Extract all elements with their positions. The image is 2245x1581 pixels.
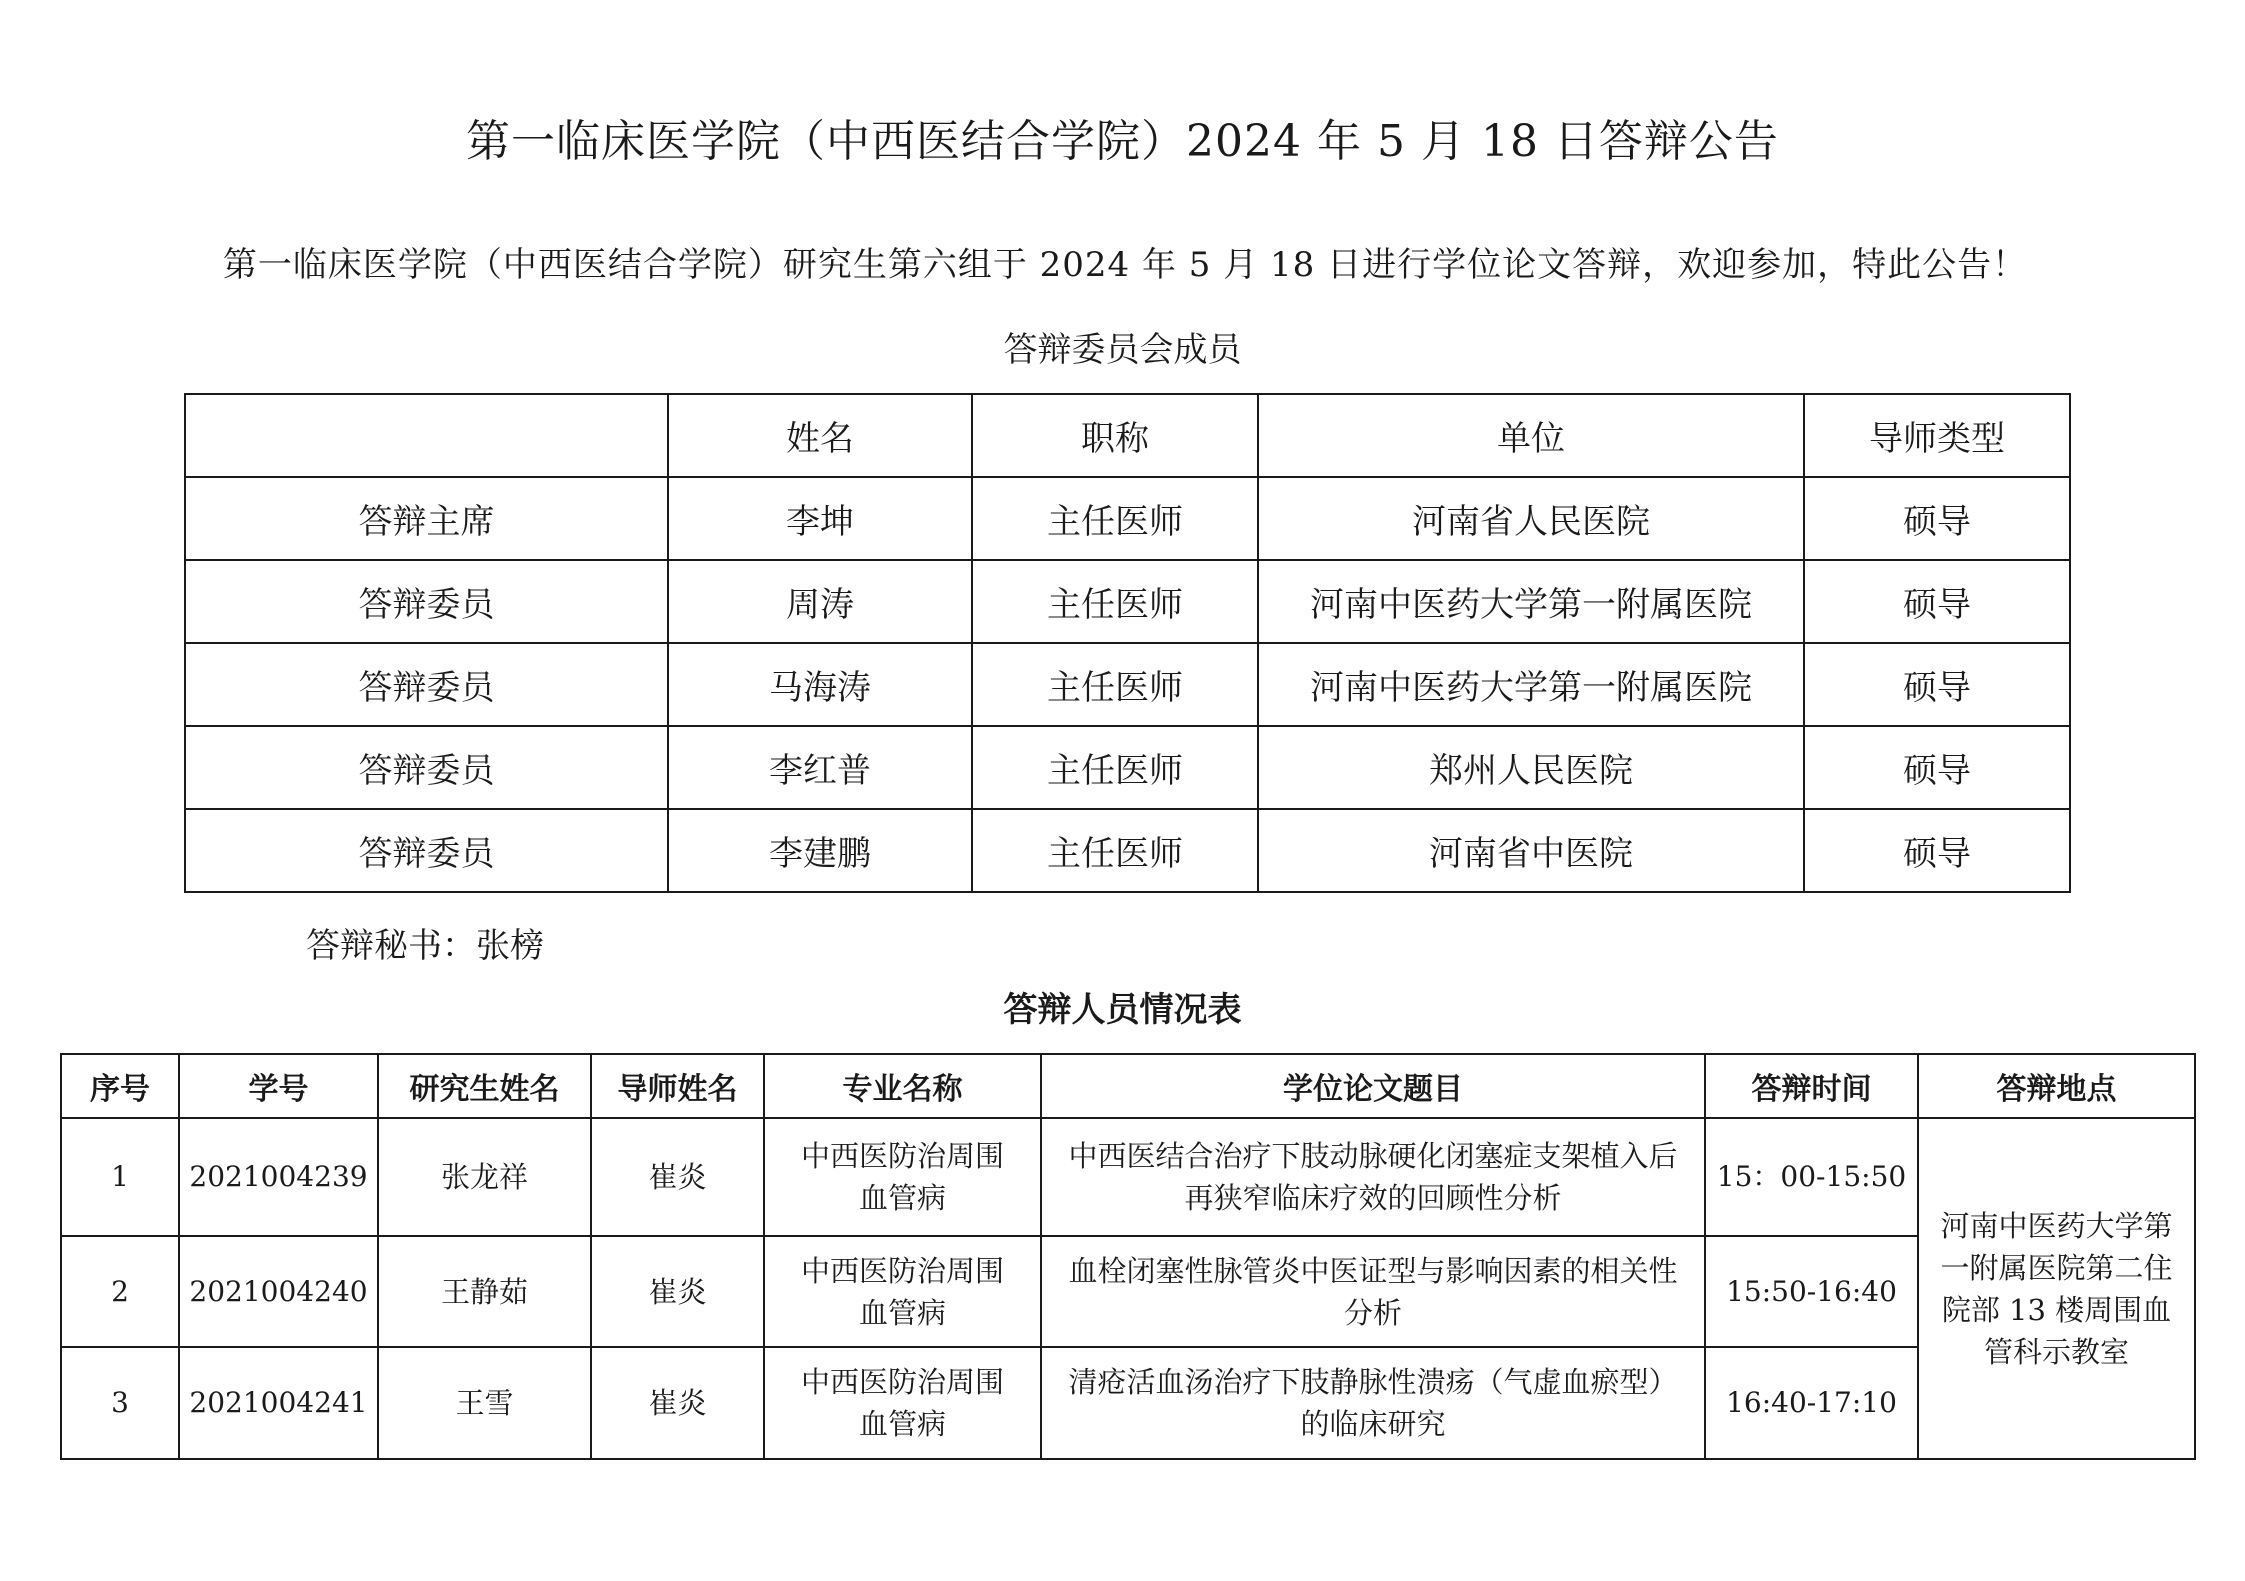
- committee-role: 答辩委员: [185, 809, 668, 892]
- defense-header-advisor: 导师姓名: [591, 1054, 764, 1118]
- defense-row: [61, 1347, 2195, 1459]
- committee-role: 答辩委员: [185, 643, 668, 726]
- defense-advisor: 崔炎: [591, 1236, 764, 1347]
- defense-student: 张龙祥: [378, 1118, 591, 1236]
- committee-unit: 郑州人民医院: [1258, 726, 1804, 809]
- committee-role: 答辩委员: [185, 560, 668, 643]
- defense-student-id: 2021004239: [179, 1118, 378, 1236]
- committee-name: 周涛: [668, 560, 972, 643]
- defense-table: [60, 1053, 2196, 1460]
- defense-location-cell: [1918, 1118, 2195, 1459]
- committee-caption: 答辩委员会成员: [1003, 330, 1242, 370]
- defense-location: 河南中医药大学第一附属医院第二住院部 13 楼周围血管科示教室: [1940, 1208, 2173, 1369]
- defense-header-time: 答辩时间: [1705, 1054, 1918, 1118]
- committee-title: 主任医师: [972, 477, 1258, 560]
- committee-name: 李建鹏: [668, 809, 972, 892]
- defense-student-id: 2021004241: [179, 1347, 378, 1459]
- defense-time: 15：00-15:50: [1705, 1118, 1918, 1236]
- defense-no: 1: [61, 1118, 179, 1236]
- committee-name: 李坤: [668, 477, 972, 560]
- committee-advisor-type: 硕导: [1804, 809, 2070, 892]
- committee-row: [185, 643, 2070, 726]
- defense-no: 2: [61, 1236, 179, 1347]
- defense-major-cell: [764, 1236, 1041, 1347]
- committee-advisor-type: 硕导: [1804, 477, 2070, 560]
- committee-header-title: 职称: [972, 394, 1258, 477]
- committee-name: 马海涛: [668, 643, 972, 726]
- defense-header-location: 答辩地点: [1918, 1054, 2195, 1118]
- committee-unit: 河南中医药大学第一附属医院: [1258, 643, 1804, 726]
- committee-unit: 河南省中医院: [1258, 809, 1804, 892]
- committee-header-name: 姓名: [668, 394, 972, 477]
- committee-title: 主任医师: [972, 643, 1258, 726]
- defense-major-cell: [764, 1347, 1041, 1459]
- defense-advisor: 崔炎: [591, 1118, 764, 1236]
- defense-major: 中西医防治周围血管病: [800, 1139, 1004, 1215]
- defense-header-student: 研究生姓名: [378, 1054, 591, 1118]
- defense-thesis-cell: [1041, 1347, 1705, 1459]
- defense-major-cell: [764, 1118, 1041, 1236]
- committee-role: 答辩主席: [185, 477, 668, 560]
- defense-row: [61, 1118, 2195, 1236]
- committee-row: [185, 560, 2070, 643]
- defense-time: 15:50-16:40: [1705, 1236, 1918, 1347]
- defense-major: 中西医防治周围血管病: [800, 1365, 1004, 1441]
- committee-header-unit: 单位: [1258, 394, 1804, 477]
- defense-thesis-cell: [1041, 1236, 1705, 1347]
- committee-title: 主任医师: [972, 809, 1258, 892]
- defense-student: 王静茹: [378, 1236, 591, 1347]
- committee-header-role: [185, 394, 668, 477]
- defense-row: [61, 1236, 2195, 1347]
- committee-row: [185, 477, 2070, 560]
- defense-thesis: 清疮活血汤治疗下肢静脉性溃疡（气虚血瘀型）的临床研究: [1068, 1365, 1678, 1441]
- defense-header-no: 序号: [61, 1054, 179, 1118]
- committee-row: [185, 726, 2070, 809]
- defense-major: 中西医防治周围血管病: [800, 1253, 1004, 1330]
- defense-header-row: [61, 1054, 2195, 1118]
- committee-unit: 河南省人民医院: [1258, 477, 1804, 560]
- committee-advisor-type: 硕导: [1804, 726, 2070, 809]
- defense-thesis-cell: [1041, 1118, 1705, 1236]
- committee-role: 答辩委员: [185, 726, 668, 809]
- defense-no: 3: [61, 1347, 179, 1459]
- committee-secretary: 答辩秘书：张榜: [306, 926, 544, 966]
- committee-title: 主任医师: [972, 726, 1258, 809]
- committee-header-advisor-type: 导师类型: [1804, 394, 2070, 477]
- defense-student-id: 2021004240: [179, 1236, 378, 1347]
- defense-caption: 答辩人员情况表: [1003, 990, 1242, 1030]
- announcement-intro: 第一临床医学院（中西医结合学院）研究生第六组于 2024 年 5 月 18 日进行学位论文答辩，欢迎参加，特此公告！: [222, 245, 2028, 285]
- committee-name: 李红普: [668, 726, 972, 809]
- committee-row: [185, 809, 2070, 892]
- page-title: 第一临床医学院（中西医结合学院）2024 年 5 月 18 日答辩公告: [466, 116, 1779, 167]
- defense-header-student-id: 学号: [179, 1054, 378, 1118]
- committee-advisor-type: 硕导: [1804, 643, 2070, 726]
- defense-advisor: 崔炎: [591, 1347, 764, 1459]
- defense-thesis: 中西医结合治疗下肢动脉硬化闭塞症支架植入后再狭窄临床疗效的回顾性分析: [1068, 1139, 1678, 1215]
- defense-student: 王雪: [378, 1347, 591, 1459]
- committee-header-row: [185, 394, 2070, 477]
- defense-time: 16:40-17:10: [1705, 1347, 1918, 1459]
- committee-unit: 河南中医药大学第一附属医院: [1258, 560, 1804, 643]
- committee-advisor-type: 硕导: [1804, 560, 2070, 643]
- defense-thesis: 血栓闭塞性脉管炎中医证型与影响因素的相关性分析: [1068, 1253, 1678, 1330]
- committee-title: 主任医师: [972, 560, 1258, 643]
- committee-table: [184, 393, 2071, 893]
- defense-header-major: 专业名称: [764, 1054, 1041, 1118]
- defense-header-thesis: 学位论文题目: [1041, 1054, 1705, 1118]
